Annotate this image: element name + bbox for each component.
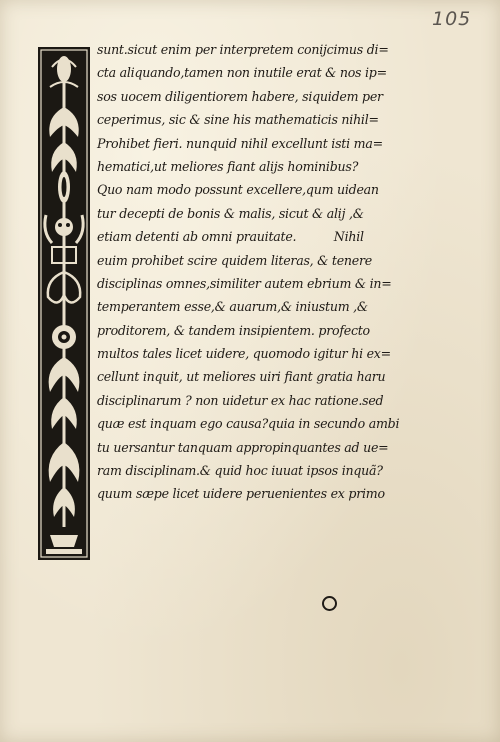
text-line: quum sæpe licet uidere peruenientes ex primo xyxy=(97,486,385,502)
text-line: disciplinarum ? non uidetur ex hac ratione.sed xyxy=(97,392,384,408)
text-line: Quo nam modo possunt excellere,qum uidean xyxy=(97,182,379,198)
floral-border-icon xyxy=(38,47,90,560)
text-line: sos uocem diligentiorem habere, siquidem per xyxy=(97,88,383,104)
text-line: Prohibet fieri. nunquid nihil excellunt isti ma= xyxy=(97,135,383,151)
text-line: temperantem esse,& auarum,& iniustum ,& xyxy=(97,299,368,315)
text-line: ceperimus, sic & sine his mathematicis nihil= xyxy=(97,112,379,128)
text-line: quæ est inquam ego causa?quia in secundo ambi xyxy=(97,416,400,432)
latin-text-block xyxy=(97,38,417,506)
text-line: disciplinas omnes,similiter autem ebrium & in= xyxy=(97,275,392,291)
text-line: sunt.sicut enim per interpretem conijcimus di= xyxy=(97,42,389,57)
text-line: multos tales licet uidere, quomodo igitur hi ex= xyxy=(97,346,391,362)
text-line: euim prohibet scire quidem literas, & tenere xyxy=(97,252,372,268)
signature-mark-icon xyxy=(322,596,337,611)
text-line: etiam detenti ab omni prauitate. Nihil xyxy=(97,229,364,245)
woodcut-ornament-initial xyxy=(38,47,90,560)
text-line: proditorem, & tandem insipientem. profecto xyxy=(97,322,370,338)
text-line: tur decepti de bonis & malis, sicut & alij ,& xyxy=(97,205,364,221)
text-line: cellunt inquit, ut meliores uiri fiant gratia haru xyxy=(97,369,386,385)
text-line: cta aliquando,tamen non inutile erat & nos ip= xyxy=(97,65,387,81)
text-line: hematici,ut meliores fiant alijs hominibus? xyxy=(97,158,359,174)
text-line: ram disciplinam.& quid hoc iuuat ipsos inquã? xyxy=(97,463,383,479)
folio-number: 105 xyxy=(432,8,472,30)
text-line: tu uersantur tanquam appropinquantes ad ue= xyxy=(97,439,389,455)
